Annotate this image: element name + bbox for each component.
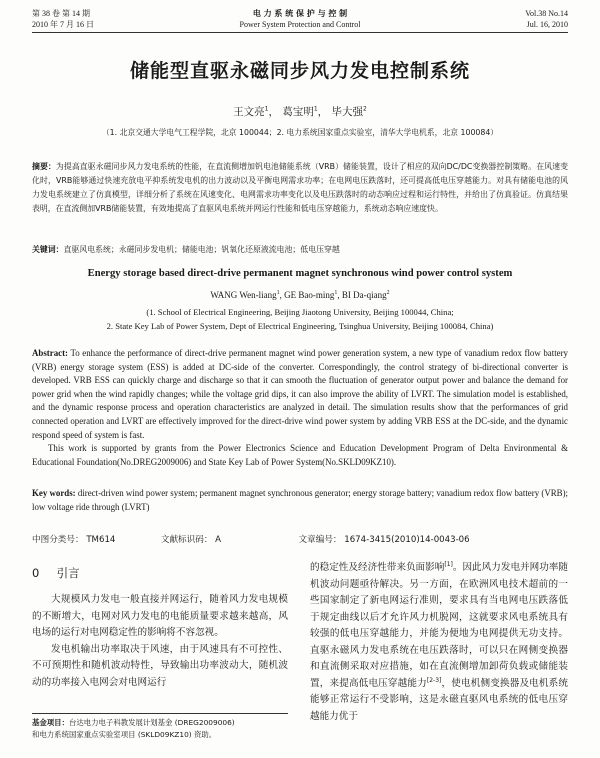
right-col-text-1: 的稳定性及经济性带来负面影响	[310, 562, 445, 573]
header-journal-en: Power System Protection and Control	[239, 20, 361, 29]
keywords-cn-label: 关键词：	[32, 245, 64, 254]
abstract-en-label: Abstract:	[32, 348, 68, 358]
header-date-en: Jul. 16, 2010	[526, 20, 568, 29]
author-en-1: WANG Wen-liang	[210, 290, 277, 300]
citation-1[interactable]: [1]	[444, 560, 453, 568]
header-date-cn: 2010 年 7 月 16 日	[32, 20, 94, 29]
clc-label: 中图分类号：	[32, 535, 84, 545]
authors-en: WANG Wen-liang$^1$, GE Bao-ming$^1$, BI Da-qiang$^2$	[210, 290, 390, 300]
footnote-rule	[32, 713, 288, 714]
footnote-text: 台达电力电子科教发展计划基金 (DREG2009006)	[68, 718, 235, 727]
author-cn-3: 毕大强	[331, 106, 363, 118]
doc-code-value: A	[215, 535, 222, 545]
author-cn-2-affil: 1	[313, 105, 318, 113]
right-col-text-2: 。因此风力发电并网功率随机波动问题亟待解决。另一方面，在欧洲风电技术超前的一些国家制定了新电网运行准则，要求具有当电网电压跌落低于规定曲线以后才允许风力机脱网，这就要求风电系统具有较强的低电压穿越能力，并能为便地为电网提供无功支持。直驱永磁风力发电系统在电压跌落时，可以只在网侧变换器和直流侧采取对应措施，如在直流侧增加卸荷负载或储能装置，来提高低电压穿越能力	[310, 562, 569, 689]
citation-2-3[interactable]: [2-3]	[426, 676, 442, 684]
paper-title-cn: 储能型直驱永磁同步风力发电控制系统	[129, 60, 470, 82]
abstract-en-support: This work is supported by grants from the Power Electronics Science and Education Development Program of Delta Environmental & Educational Foundation(No.DREG2009006) and State Key Lab of Power System(No.SKLD09KZ10).	[32, 443, 568, 467]
keywords-cn-text: 直驱风电系统；永磁同步发电机；储能电池；钒氧化还原液流电池；低电压穿越	[63, 245, 340, 254]
abstract-cn	[32, 160, 568, 216]
footnote	[32, 717, 290, 741]
keywords-en-text: direct-driven wind power system; permanent magnet synchronous generator; energy storage battery; vanadium redox flow battery (VRB); low voltage ride through (LVRT)	[32, 488, 568, 512]
header-volume-en: Vol.38 No.14	[525, 9, 568, 18]
footnote-line-2: 和电力系统国家重点实验室项目 (SKLD09KZ10) 资助。	[32, 730, 217, 739]
abstract-cn-label: 摘要：	[32, 162, 56, 171]
abstract-cn-text: 为提高直驱永磁同步风力发电系统的性能，在直流侧增加钒电池储能系统（VRB）储能装置，设计了相应的双向DC/DC变换器控制策略。在风速变化时，VRB能够通过快速充放电平抑系统发电机的出力波动以及平衡电网需求功率；在电网电压跌落时，还可提高低电压穿越能力。对具有储能电池的风力发电系统建立了仿真模型，详细分析了系统在风速变化、电网需求功率变化以及电压跌落时的动态响应过程和运行特性，并给出了仿真验证。仿真结果表明，在直流侧加VRB储能装置，有效地提高了直驱风电系统并网运行性能和低电压穿越能力，系统动态响应速度快。	[32, 162, 568, 213]
author-cn-1: 王文亮	[233, 106, 265, 118]
intro-paragraph-2: 发电机输出功率取决于风速，由于风速具有不可控性、不可预期性和随机波动特性，导致输出功率波动大，随机波动的功率接入电网会对电网运行	[32, 643, 288, 688]
section-number: 0	[32, 566, 40, 580]
doc-code-label: 文献标识码：	[160, 535, 213, 545]
header-rule	[32, 32, 568, 33]
article-id-label: 文章编号：	[298, 535, 342, 545]
affiliation-en-1: (1. School of Electrical Engineering, Beijing Jiaotong University, Beijing 100044, China;	[146, 307, 454, 317]
section-title: 引言	[56, 566, 80, 580]
classification-line	[32, 533, 568, 545]
right-column	[310, 560, 568, 725]
author-cn-3-affil: 2	[363, 105, 367, 113]
abstract-en	[32, 347, 568, 469]
author-en-3-affil: 2	[386, 290, 390, 296]
header-journal-cn: 电 力 系 统 保 护 与 控 制	[252, 9, 348, 18]
footnote-label: 基金项目：	[32, 718, 69, 727]
author-cn-2: 葛宝明	[282, 106, 314, 118]
author-en-2-affil: 1	[334, 290, 338, 296]
clc-value: TM614	[86, 535, 116, 545]
right-col-text-3: ，使电机侧变换器及电机系统能够正常运行不受影响，这是永磁直驱风电系统的低电压穿越能力优于	[310, 677, 569, 722]
intro-paragraph-1: 大规模风力发电一般直接并网运行，随着风力发电规模的不断增大，电网对风力发电的电能质量要求越来越高，风电场的运行对电网稳定性的影响将不容忽视。	[32, 594, 288, 638]
abstract-en-text: To enhance the performance of direct-drive permanent magnet wind power generation system, a new type of vanadium redox flow battery (VRB) energy storage system (ESS) is added at DC-side of the converter. Correspondingly, the control strategy of bi-directional converter is developed. VRB ESS can quickly charge and discharge so that it can smooth the fluctuation of generator output power and balance the demand for power grid when the wind rapidly changes; while the voltage grid dips, it can also improve the ability of LVRT. The simulation model is established, and the dynamic response process and operation characteristics are analyzed in detail. The simulation results show that the performances of grid connected operation and LVRT are effectively improved for the direct-drive wind power system by adding VRB ESS at the DC-side, and the dynamic respond speed of system is fast.	[32, 348, 568, 440]
author-en-1-affil: 1	[276, 290, 280, 296]
author-en-2: GE Bao-ming	[284, 290, 335, 300]
keywords-en-label: Key words:	[32, 488, 76, 498]
affiliation-en-2: 2. State Key Lab of Power System, Dept of Electrical Engineering, Tsinghua University, Beijing 100084, China)	[106, 321, 494, 331]
authors-cn: 王文亮$^1$， 葛宝明$^1$， 毕大强$^2$	[233, 105, 367, 118]
author-en-3: BI Da-qiang	[341, 290, 387, 300]
affiliation-cn: （1. 北京交通大学电气工程学院，北京 100044；2. 电力系统国家重点实验室，清华大学电机系，北京 100084）	[101, 128, 499, 137]
section-heading-intro	[32, 565, 288, 581]
paper-title-en: Energy storage based direct-drive permanent magnet synchronous wind power control system	[87, 268, 513, 279]
author-cn-1-affil: 1	[264, 105, 269, 113]
header-volume-cn: 第 38 卷 第 14 期	[32, 9, 90, 18]
article-id-value: 1674-3415(2010)14-0043-06	[344, 535, 470, 545]
keywords-cn	[32, 243, 568, 257]
left-column	[32, 592, 288, 691]
keywords-en	[32, 487, 568, 514]
